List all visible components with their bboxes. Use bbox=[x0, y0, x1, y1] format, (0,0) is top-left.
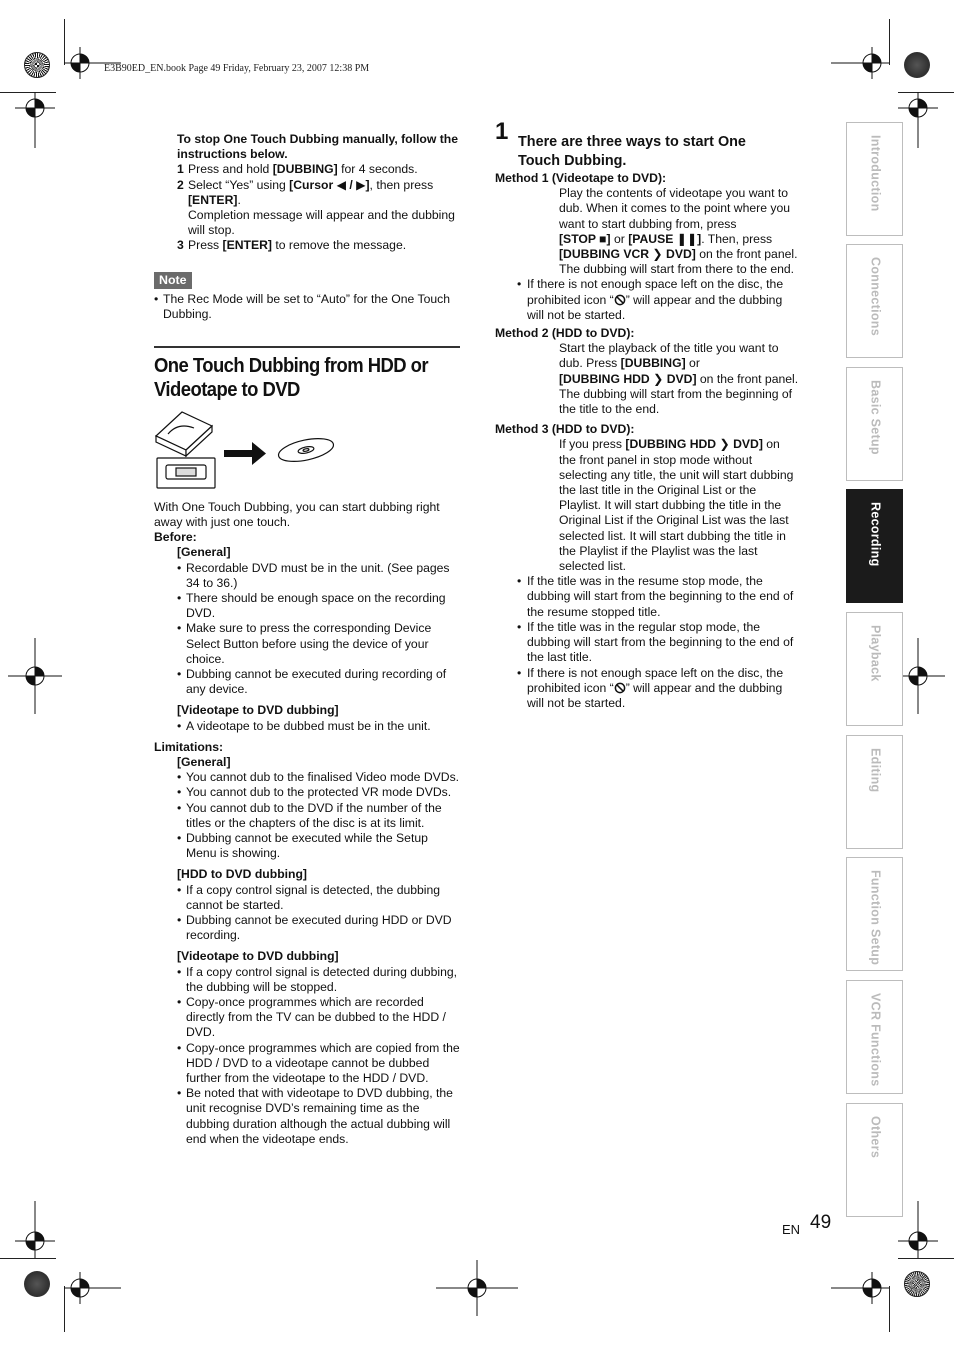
step-number: 1 bbox=[495, 118, 509, 145]
list-item: • If the title was in the regular stop mode, the dubbing will start from the beginning to the end of the last title. bbox=[517, 619, 794, 665]
tab-function-setup[interactable]: Function Setup bbox=[846, 857, 903, 971]
list-item: • If a copy control signal is detected during dubbing, the dubbing will be stopped. bbox=[177, 964, 458, 994]
list-item: • Make sure to press the corresponding Device Select Button before using the device of your choice. bbox=[177, 621, 432, 666]
note-item: • The Rec Mode will be set to “Auto” for the One Touch Dubbing. bbox=[154, 291, 450, 322]
prohibited-icon bbox=[614, 682, 626, 694]
method-3-heading: Method 3 (HDD to DVD): bbox=[495, 422, 635, 437]
right-column bbox=[495, 171, 800, 711]
videotape-icon bbox=[157, 458, 215, 488]
before-label: Before: bbox=[154, 530, 197, 545]
list-item: • Dubbing cannot be executed during HDD or DVD recording. bbox=[177, 913, 452, 943]
tab-vcr-functions[interactable]: VCR Functions bbox=[846, 980, 903, 1094]
list-item: • Be noted that with videotape to DVD dubbing, the unit recognise DVD’s remaining time as the dubbing duration although the actual dubbing will end when the videotape ends. bbox=[177, 1086, 453, 1146]
language-code: EN bbox=[782, 1222, 801, 1237]
list-item: • Copy-once programmes which are copied from the HDD / DVD to a videotape cannot be dubbed further from the videotape to the HDD / DVD. bbox=[177, 1040, 460, 1086]
tab-recording[interactable]: Recording bbox=[846, 489, 903, 603]
tab-connections[interactable]: Connections bbox=[846, 244, 903, 358]
tab-playback[interactable]: Playback bbox=[846, 612, 903, 726]
list-item: • Dubbing cannot be executed during recording of any device. bbox=[177, 666, 447, 697]
disc-icon bbox=[277, 434, 336, 465]
limitations-label: Limitations: bbox=[154, 739, 224, 754]
note-label: Note bbox=[154, 272, 192, 289]
section-title: One Touch Dubbing from HDD or Videotape to DVD bbox=[154, 353, 429, 401]
list-item: • If a copy control signal is detected, the dubbing cannot be started. bbox=[177, 882, 441, 912]
tab-basic-setup[interactable]: Basic Setup bbox=[846, 367, 903, 481]
tab-introduction[interactable]: Introduction bbox=[846, 122, 903, 236]
file-info-line: E3B90ED_EN.book Page 49 Friday, February 23, 2007 12:38 PM bbox=[104, 63, 370, 74]
method-1-heading: Method 1 (Videotape to DVD): bbox=[495, 171, 667, 185]
lim-hdd-label: [HDD to DVD dubbing] bbox=[177, 867, 307, 882]
arrow-right-icon bbox=[224, 442, 266, 465]
tab-others[interactable]: Others bbox=[846, 1103, 903, 1217]
lim-vcr-label: [Videotape to DVD dubbing] bbox=[177, 949, 339, 964]
list-item: • If there is not enough space left on the disc, the prohibited icon “ ” will appear and the dubbing will not be started. bbox=[517, 277, 784, 322]
list-item: • Dubbing cannot be executed while the Setup Menu is showing. bbox=[177, 831, 428, 861]
left-column bbox=[154, 132, 460, 1147]
list-item: • If the title was in the resume stop mode, the dubbing will start from the beginning to the end of the resume stopped title. bbox=[517, 574, 794, 619]
method-2-body: Start the playback of the title you want to dub. Press [DUBBING] or [DUBBING HDD ❯ DVD] on the front panel. The dubbing will start from the beginning of the title to the end. bbox=[559, 341, 799, 417]
tab-editing[interactable]: Editing bbox=[846, 735, 903, 849]
section-divider bbox=[154, 346, 460, 348]
stop-dubbing-heading: To stop One Touch Dubbing manually, follow the instructions below. bbox=[177, 132, 458, 162]
before-general-label: [General] bbox=[177, 545, 231, 560]
stop-step-3: 3 Press [ENTER] to remove the message. bbox=[177, 238, 407, 253]
page-number: 49 bbox=[810, 1212, 832, 1233]
stop-dubbing-section bbox=[154, 132, 460, 254]
stop-step-2: 2 Select “Yes” using [Cursor ◀ / ▶], then press [ENTER]. Completion message will appear and the dubbing will stop. bbox=[177, 177, 455, 238]
list-item: • There should be enough space on the recording DVD. bbox=[177, 590, 446, 621]
method-2-heading: Method 2 (HDD to DVD): bbox=[495, 326, 635, 341]
method-1-body: Play the contents of videotape you want to dub. When it comes to the point where you want to start dubbing from, press [STOP ■] or [PAUSE ❚❚]. Then, press [DUBBING VCR ❯ DVD] on the front panel. The dubbing will start from there to the end. bbox=[559, 186, 798, 277]
step-title: There are three ways to start One Touch Dubbing. bbox=[518, 134, 746, 169]
list-item: • You cannot dub to the DVD if the number of the titles or the chapters of the disc is at its limit. bbox=[177, 800, 442, 830]
list-item: • Recordable DVD must be in the unit. (See pages 34 to 36.) bbox=[177, 560, 450, 590]
list-item: • You cannot dub to the finalised Video mode DVDs. bbox=[177, 770, 460, 785]
method-3-body: If you press [DUBBING HDD ❯ DVD] on the front panel in stop mode without selecting any title, the unit will start dubbing the last title in the Original List or the Playlist. It will start dubbing the title in the Original List if the Original List was the last selected list. It will start dubbing the title in the Playlist if the Playlist was the last selected list. bbox=[559, 437, 794, 574]
list-item: • If there is not enough space left on the disc, the prohibited icon “ ” will appear and the dubbing will not be started. bbox=[517, 665, 784, 710]
list-item: • You cannot dub to the protected VR mode DVDs. bbox=[177, 785, 452, 800]
prohibited-icon bbox=[614, 294, 626, 306]
stop-step-1: 1 Press and hold [DUBBING] for 4 seconds. bbox=[177, 162, 418, 177]
list-item: • Copy-once programmes which are recorded directly from the TV can be dubbed to the HDD / DVD. bbox=[177, 995, 446, 1040]
list-item: • A videotape to be dubbed must be in the unit. bbox=[177, 718, 431, 733]
dubbing-illustration bbox=[154, 408, 344, 490]
intro-text: With One Touch Dubbing, you can start dubbing right away with just one touch. bbox=[154, 499, 440, 529]
hdd-icon bbox=[156, 412, 212, 456]
lim-general-label: [General] bbox=[177, 754, 231, 769]
before-vcr-label: [Videotape to DVD dubbing] bbox=[177, 703, 339, 718]
